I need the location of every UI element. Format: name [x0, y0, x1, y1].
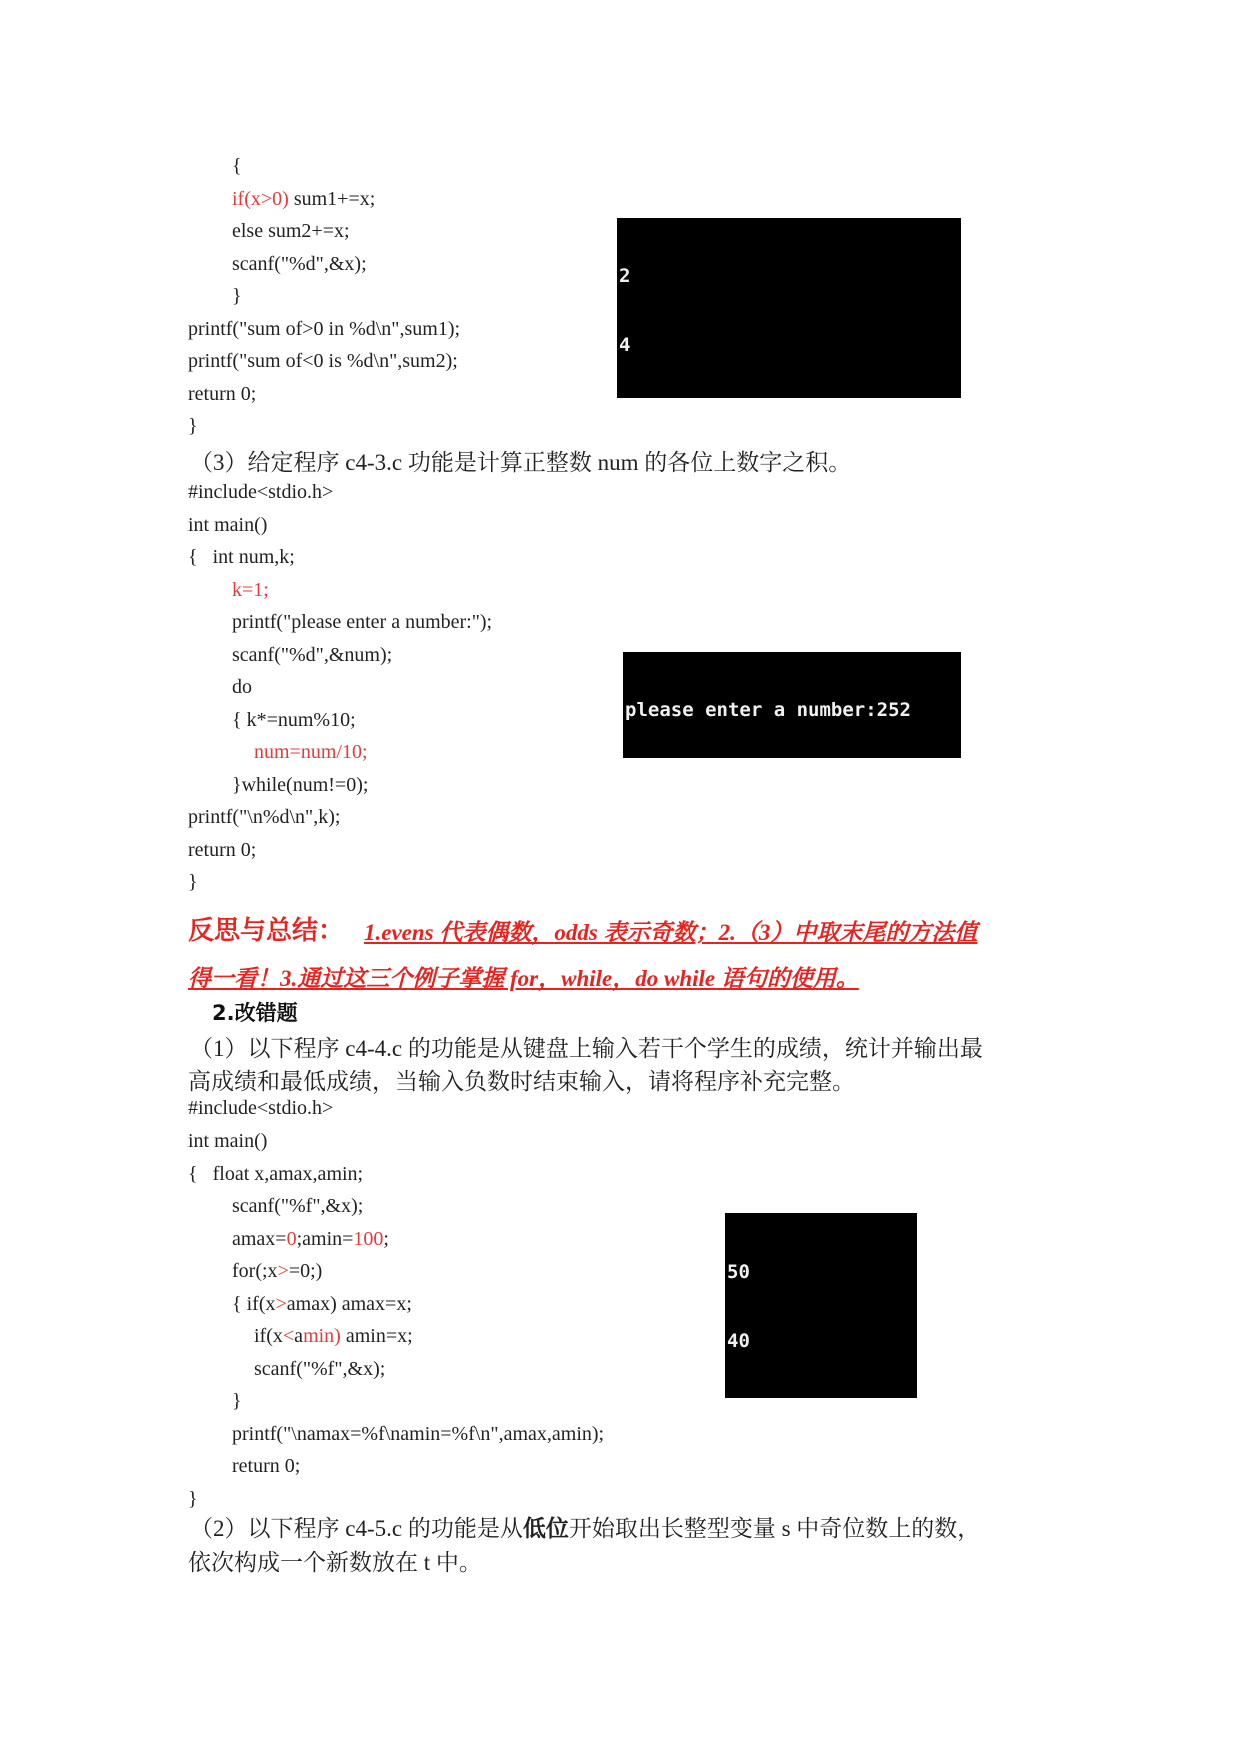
- paragraph: （1）以下程序 c4-4.c 的功能是从键盘上输入若干个学生的成绩，统计并输出最: [190, 1036, 983, 1061]
- code-line: [232, 187, 375, 211]
- code-fragment: amax=: [232, 1228, 287, 1250]
- console-output-3: [725, 1213, 917, 1398]
- code-line: }: [232, 285, 242, 307]
- paragraph: 高成绩和最低成绩，当输入负数时结束输入，请将程序补充完整。: [188, 1069, 855, 1094]
- code-fragment: 0: [286, 1228, 297, 1250]
- code-line: [232, 1259, 322, 1283]
- code-fragment: amax) amax=x;: [286, 1293, 412, 1315]
- code-line: [254, 1324, 413, 1348]
- code-fragment: =0;): [288, 1260, 323, 1282]
- code-line: return 0;: [188, 839, 257, 861]
- paragraph: [190, 1510, 980, 1543]
- text-fragment: （2）以下程序 c4-5.c 的功能是从: [190, 1516, 523, 1541]
- code-fragment: amin=x;: [340, 1325, 413, 1347]
- code-fragment: ;: [383, 1228, 389, 1250]
- section-title: 2.改错题: [212, 1001, 298, 1025]
- code-line: {: [232, 155, 242, 177]
- code-line: scanf("%d",&num);: [232, 644, 393, 666]
- code-fragment: { if(x: [232, 1293, 276, 1315]
- paragraph: 依次构成一个新数放在 t 中。: [188, 1550, 482, 1575]
- code-line: num=num/10;: [254, 741, 368, 763]
- code-line: return 0;: [188, 383, 257, 405]
- reflection-text: 得一看！3.通过这三个例子掌握 for，while，do while 语句的使用。: [188, 966, 859, 991]
- code-line: return 0;: [232, 1455, 301, 1477]
- code-fragment: if(x: [254, 1325, 283, 1347]
- code-line: printf("sum of>0 in %d\n",sum1);: [188, 318, 461, 340]
- code-line: { float x,amax,amin;: [188, 1163, 364, 1185]
- code-line: scanf("%f",&x);: [232, 1195, 364, 1217]
- code-line: printf("\namax=%f\namin=%f\n",amax,amin);: [232, 1423, 605, 1445]
- code-line: }while(num!=0);: [232, 774, 369, 796]
- console-line: 40: [727, 1330, 750, 1352]
- reflection-text: 1.evens 代表偶数，odds 表示奇数；2.（3）中取末尾的方法值: [364, 920, 978, 945]
- code-line: printf("please enter a number:");: [232, 611, 493, 633]
- console-line: 50: [727, 1261, 750, 1283]
- code-fragment: <: [282, 1325, 295, 1347]
- code-fragment: if(x>0): [232, 188, 289, 210]
- console-line: 2: [619, 265, 631, 287]
- code-fragment: >: [275, 1293, 287, 1315]
- code-line: int main(): [188, 1130, 268, 1152]
- text-emphasis: 低位: [522, 1516, 569, 1541]
- code-fragment: for(;x: [232, 1260, 278, 1282]
- code-line: printf("\n%d\n",k);: [188, 806, 341, 828]
- code-fragment: 100: [353, 1228, 384, 1250]
- code-line: }: [232, 1390, 242, 1412]
- code-line: [232, 1227, 389, 1251]
- code-line: printf("sum of<0 is %d\n",sum2);: [188, 350, 458, 372]
- code-line: #include<stdio.h>: [188, 481, 334, 503]
- code-line: [232, 1292, 412, 1316]
- code-fragment: a: [294, 1325, 304, 1347]
- code-line: scanf("%d",&x);: [232, 253, 367, 275]
- code-fragment: >: [277, 1260, 289, 1282]
- code-fragment: ;amin=: [296, 1228, 354, 1250]
- code-line: }: [188, 871, 198, 893]
- code-line: int main(): [188, 514, 268, 536]
- code-line: do: [232, 676, 252, 698]
- console-line: please enter a number:252: [625, 699, 911, 721]
- code-line: scanf("%f",&x);: [254, 1358, 386, 1380]
- code-line: }: [188, 415, 198, 437]
- console-output-2: [623, 652, 961, 758]
- console-output-1: [617, 218, 961, 398]
- code-line: #include<stdio.h>: [188, 1097, 334, 1119]
- code-line: }: [188, 1488, 198, 1510]
- code-line: { int num,k;: [188, 546, 295, 568]
- paragraph: （3）给定程序 c4-3.c 功能是计算正整数 num 的各位上数字之积。: [190, 450, 852, 475]
- code-fragment: min): [303, 1325, 341, 1347]
- reflection-heading: 反思与总结：: [188, 916, 345, 946]
- text-fragment: 开始取出长整型变量 s 中奇位数上的数，: [568, 1516, 981, 1541]
- console-line: 4: [619, 334, 631, 356]
- code-line: k=1;: [232, 579, 269, 601]
- code-line: { k*=num%10;: [232, 709, 356, 731]
- code-line: else sum2+=x;: [232, 220, 350, 242]
- code-fragment: sum1+=x;: [288, 188, 376, 210]
